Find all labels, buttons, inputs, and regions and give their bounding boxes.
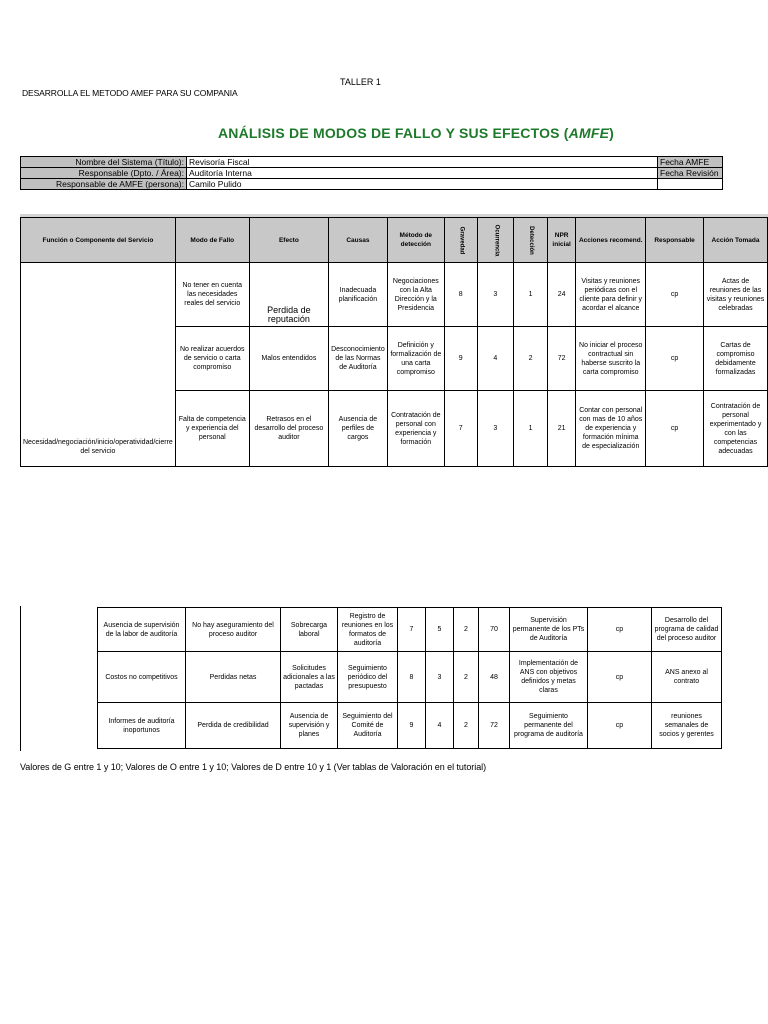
npr-cell: 24 — [547, 263, 576, 327]
responsable-cell: cp — [646, 263, 704, 327]
info-right-label — [658, 179, 723, 190]
responsable-cell: cp — [646, 327, 704, 391]
deteccion-cell: 2 — [514, 327, 548, 391]
info-label: Nombre del Sistema (Título): — [21, 157, 187, 168]
gravedad-cell: 8 — [398, 652, 426, 703]
info-row — [21, 157, 723, 168]
metodo-cell: Registro de reuniones en los formatos de auditoría — [338, 608, 398, 652]
assignment-subtitle: DESARROLLA EL METODO AMEF PARA SU COMPANIA — [22, 88, 238, 98]
worksheet-label: TALLER 1 — [340, 77, 381, 87]
col-header-funcion: Función o Componente del Servicio — [21, 218, 176, 263]
deteccion-cell: 1 — [514, 263, 548, 327]
deteccion-cell: 1 — [514, 391, 548, 467]
table-row — [21, 263, 768, 327]
col-header-gravedad: Gravedad — [444, 218, 477, 263]
causa-cell: Ausencia de perfiles de cargos — [329, 391, 388, 467]
modo-cell: Informes de auditoría inoportunos — [98, 703, 186, 749]
footer-note: Valores de G entre 1 y 10; Valores de O entre 1 y 10; Valores de D entre 10 y 1 (Ver tablas de Valoración en el tutorial) — [20, 762, 487, 772]
acciones-cell: Seguimiento permanente del programa de auditoría — [510, 703, 588, 749]
col-header-accion-tomada: Acción Tomada — [704, 218, 768, 263]
gravedad-cell: 9 — [398, 703, 426, 749]
acciones-cell: Implementación de ANS con objetivos definidos y metas claras — [510, 652, 588, 703]
accion-tomada-cell: reuniones semanales de socios y gerentes — [652, 703, 722, 749]
modo-cell: No realizar acuerdos de servicio o carta compromiso — [175, 327, 249, 391]
npr-cell: 70 — [479, 608, 510, 652]
npr-cell: 48 — [479, 652, 510, 703]
metodo-cell: Definición y formalización de una carta compromiso — [387, 327, 444, 391]
gravedad-cell: 7 — [444, 391, 477, 467]
col-header-acciones: Acciones recomend. — [576, 218, 646, 263]
gravedad-cell: 9 — [444, 327, 477, 391]
info-label: Responsable de AMFE (persona): — [21, 179, 187, 190]
causa-cell: Sobrecarga laboral — [281, 608, 338, 652]
modo-cell: No tener en cuenta las necesidades reales del servicio — [175, 263, 249, 327]
acciones-cell: No iniciar el proceso contractual sin haberse suscrito la carta compromiso — [576, 327, 646, 391]
causa-cell: Desconocimiento de las Normas de Auditoría — [329, 327, 388, 391]
efecto-cell: Malos entendidos — [249, 327, 328, 391]
gravedad-cell: 8 — [444, 263, 477, 327]
acciones-cell: Supervisión permanente de los PTs de Auditoría — [510, 608, 588, 652]
deteccion-cell: 2 — [454, 652, 479, 703]
accion-tomada-cell: ANS anexo al contrato — [652, 652, 722, 703]
accion-tomada-cell: Desarrollo del programa de calidad del proceso auditor — [652, 608, 722, 652]
col-header-deteccion: Detección — [514, 218, 548, 263]
ocurrencia-cell: 4 — [477, 327, 514, 391]
col-header-efecto: Efecto — [249, 218, 328, 263]
modo-cell: Costos no competitivos — [98, 652, 186, 703]
metodo-cell: Contratación de personal con experiencia y formación — [387, 391, 444, 467]
acciones-cell: Visitas y reuniones periódicas con el cliente para definir y acordar el alcance — [576, 263, 646, 327]
info-right-label: Fecha AMFE — [658, 157, 723, 168]
deteccion-cell: 2 — [454, 703, 479, 749]
col-header-causas: Causas — [329, 218, 388, 263]
responsable-cell: cp — [646, 391, 704, 467]
amfe-table-2 — [97, 607, 722, 749]
col-header-modo: Modo de Fallo — [175, 218, 249, 263]
responsable-cell: cp — [588, 652, 652, 703]
col-header-ocurrencia: Ocurrencia — [477, 218, 514, 263]
table-row — [98, 703, 722, 749]
modo-cell: Ausencia de supervisión de la labor de auditoría — [98, 608, 186, 652]
efecto-cell: Perdidas netas — [186, 652, 281, 703]
efecto-cell: No hay aseguramiento del proceso auditor — [186, 608, 281, 652]
info-value: Camilo Pulido — [187, 179, 658, 190]
metodo-cell: Negociaciones con la Alta Dirección y la Presidencia — [387, 263, 444, 327]
info-row — [21, 168, 723, 179]
accion-tomada-cell: Contratación de personal experimentado y con las competencias adecuadas — [704, 391, 768, 467]
metodo-cell: Seguimiento periódico del presupuesto — [338, 652, 398, 703]
table-row — [98, 608, 722, 652]
causa-cell: Solicitudes adicionales a las pactadas — [281, 652, 338, 703]
causa-cell: Ausencia de supervisión y planes — [281, 703, 338, 749]
info-label: Responsable (Dpto. / Área): — [21, 168, 187, 179]
deteccion-cell: 2 — [454, 608, 479, 652]
npr-cell: 21 — [547, 391, 576, 467]
acciones-cell: Contar con personal con mas de 10 años de experiencia y formación mínima de especialización — [576, 391, 646, 467]
modo-cell: Falta de competencia y experiencia del personal — [175, 391, 249, 467]
document-title: ANÁLISIS DE MODOS DE FALLO Y SUS EFECTOS (AMFE) — [218, 125, 615, 141]
efecto-cell: Perdida de credibilidad — [186, 703, 281, 749]
info-table — [20, 156, 723, 190]
info-right-label: Fecha Revisión — [658, 168, 723, 179]
col-header-metodo: Método de detección — [387, 218, 444, 263]
npr-cell: 72 — [479, 703, 510, 749]
responsable-cell: cp — [588, 608, 652, 652]
responsable-cell: cp — [588, 703, 652, 749]
ocurrencia-cell: 3 — [477, 391, 514, 467]
table-row — [98, 652, 722, 703]
accion-tomada-cell: Cartas de compromiso debidamente formalizadas — [704, 327, 768, 391]
metodo-cell: Seguimiento del Comité de Auditoría — [338, 703, 398, 749]
funcion-cell: Necesidad/negociación/inicio/operatividad/cierre del servicio — [21, 263, 176, 467]
info-value: Revisoría Fiscal — [187, 157, 658, 168]
efecto-cell: Retrasos en el desarrollo del proceso auditor — [249, 391, 328, 467]
ocurrencia-cell: 4 — [426, 703, 454, 749]
column-header-row — [21, 218, 768, 263]
gravedad-cell: 7 — [398, 608, 426, 652]
ocurrencia-cell: 5 — [426, 608, 454, 652]
amfe-table-1 — [20, 217, 768, 467]
ocurrencia-cell: 3 — [477, 263, 514, 327]
accion-tomada-cell: Actas de reuniones de las visitas y reuniones celebradas — [704, 263, 768, 327]
npr-cell: 72 — [547, 327, 576, 391]
col-header-npr: NPR inicial — [547, 218, 576, 263]
info-row — [21, 179, 723, 190]
col-header-responsable: Responsable — [646, 218, 704, 263]
ocurrencia-cell: 3 — [426, 652, 454, 703]
left-border-line — [20, 606, 21, 751]
info-value: Auditoría Interna — [187, 168, 658, 179]
efecto-cell: Perdida de reputación — [249, 263, 328, 327]
causa-cell: Inadecuada planificación — [329, 263, 388, 327]
